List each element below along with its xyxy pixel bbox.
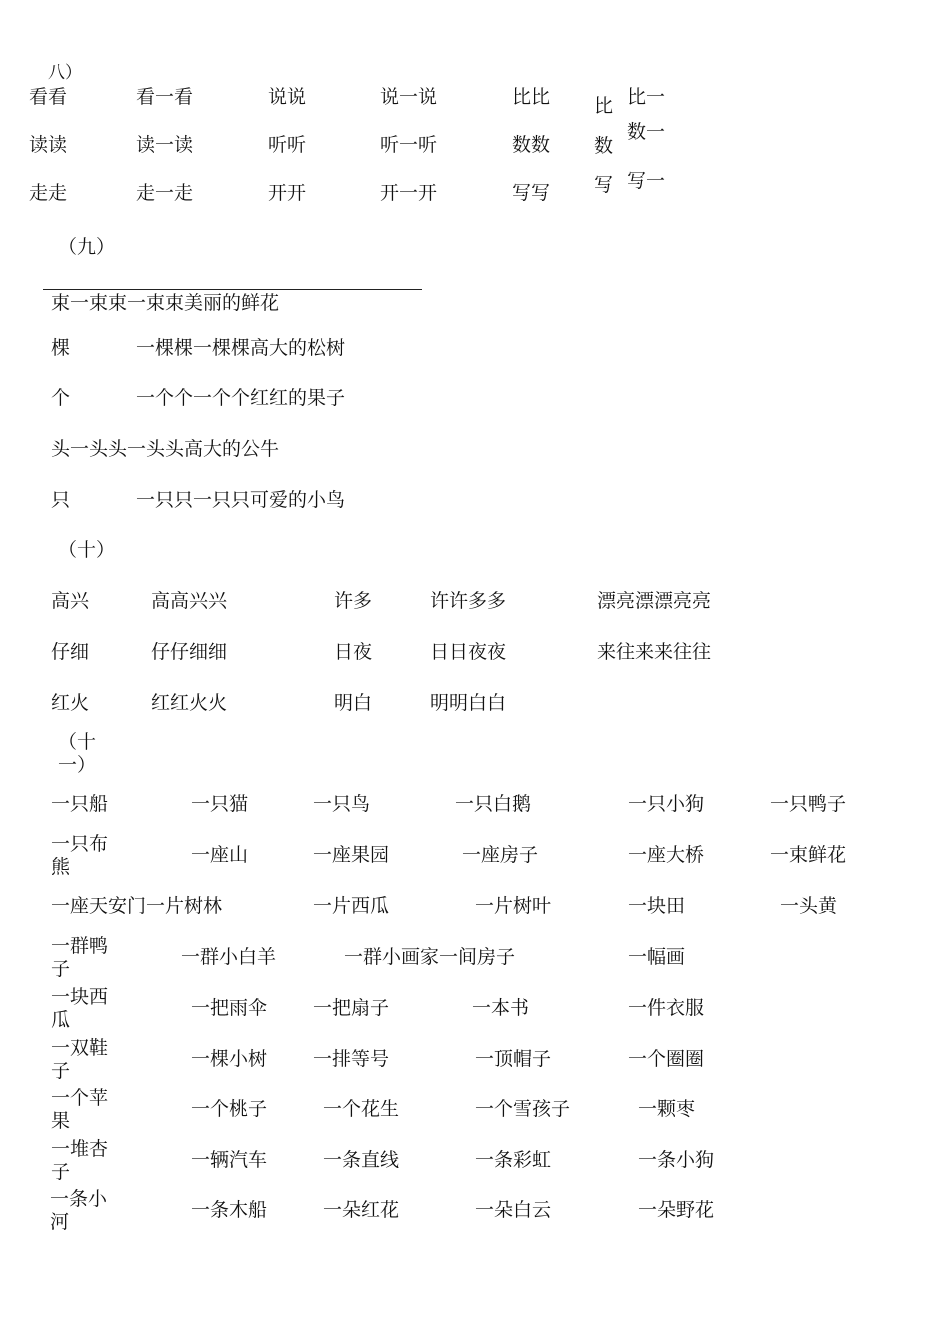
- word: 仔仔细细: [151, 641, 228, 663]
- measure-phrase: 一片西瓜: [313, 895, 390, 917]
- measure-phrase: 一群鸭子: [51, 935, 109, 980]
- measure-phrase: 一颗枣: [638, 1098, 696, 1120]
- measure-phrase: 一条直线: [323, 1149, 400, 1171]
- measure-phrase: 一只猫: [191, 793, 249, 815]
- clipped-vertical-column: [594, 95, 620, 202]
- word: 开开: [268, 182, 307, 204]
- phrase: 一个个一个个红红的果子: [136, 387, 346, 409]
- clipped-char: 数: [594, 134, 614, 157]
- section-9-header: （九）: [58, 236, 116, 258]
- measure-phrase: 一个苹果: [51, 1087, 109, 1132]
- measure-phrase: 一块田: [628, 895, 686, 917]
- section-11-header: （十一）: [58, 731, 97, 776]
- clipped-cell: [50, 1188, 130, 1233]
- word: 说一说: [380, 86, 438, 108]
- word: 许许多多: [430, 590, 507, 612]
- measure-phrase: 一条彩虹: [475, 1149, 552, 1171]
- word: 漂亮漂漂亮亮: [597, 590, 712, 612]
- measure-phrase: 一只小狗: [628, 793, 705, 815]
- clipped-char: 写: [594, 174, 614, 197]
- measure-phrase: 一个花生: [323, 1098, 400, 1120]
- word: 听听: [268, 134, 307, 156]
- word: 比比: [512, 86, 551, 108]
- word: 开一开: [380, 182, 438, 204]
- measure-word: 个: [51, 387, 71, 409]
- word: 看看: [29, 86, 68, 108]
- measure-phrase: 一辆汽车: [191, 1149, 268, 1171]
- measure-phrase: 一座果园: [313, 844, 390, 866]
- phrase: 一棵棵一棵棵高大的松树: [136, 337, 346, 359]
- measure-phrase: 一只鸭子: [770, 793, 847, 815]
- measure-phrase: 一幅画: [628, 946, 686, 968]
- word: 红火: [51, 692, 90, 714]
- measure-phrase: 一堆杏子: [51, 1138, 109, 1183]
- measure-phrase: 一双鞋子: [51, 1037, 109, 1082]
- word: 说说: [268, 86, 307, 108]
- word: 读一读: [136, 134, 194, 156]
- fill-in-underline: [43, 289, 422, 290]
- clipped-char: 比: [594, 95, 614, 117]
- measure-phrase: 一个桃子: [191, 1098, 268, 1120]
- measure-phrase: 一条小河: [50, 1188, 108, 1233]
- measure-phrase: 一只鸟: [313, 793, 371, 815]
- measure-word: 棵: [51, 337, 71, 359]
- measure-phrase: 一棵小树: [191, 1048, 268, 1070]
- measure-phrase: 一块西瓜: [51, 986, 109, 1031]
- word: 走走: [29, 182, 68, 204]
- word: 数数: [512, 134, 551, 156]
- word: 写写: [512, 182, 551, 204]
- section-8-header: 八）: [48, 63, 82, 83]
- word: 高兴: [51, 590, 90, 612]
- word: 数一: [627, 121, 666, 143]
- word: 日日夜夜: [430, 641, 507, 663]
- measure-phrase: 一件衣服: [628, 997, 705, 1019]
- measure-phrase: 一片树叶: [475, 895, 552, 917]
- word: 写一: [627, 170, 666, 192]
- measure-phrase: 一个雪孩子: [475, 1098, 571, 1120]
- measure-phrase: 一座大桥: [628, 844, 705, 866]
- measure-phrase: 一座天安门一片树林: [51, 895, 223, 917]
- measure-phrase: 一座山: [191, 844, 249, 866]
- phrase: 一只只一只只可爱的小鸟: [136, 489, 346, 511]
- word: 红红火火: [151, 692, 228, 714]
- word: 比一: [627, 86, 666, 108]
- measure-phrase: 一个圈圈: [628, 1048, 705, 1070]
- measure-phrase: 一只布熊: [51, 833, 109, 878]
- measure-phrase: 一条木船: [191, 1199, 268, 1221]
- measure-phrase: 一把扇子: [313, 997, 390, 1019]
- word: 明白: [334, 692, 373, 714]
- word: 听一听: [380, 134, 438, 156]
- measure-phrase: 一座房子: [462, 844, 539, 866]
- measure-phrase: 一把雨伞: [191, 997, 268, 1019]
- measure-phrase: 一顶帽子: [475, 1048, 552, 1070]
- word: 仔细: [51, 641, 90, 663]
- measure-phrase: 一束鲜花: [770, 844, 847, 866]
- measure-phrase: 一头黄: [780, 895, 838, 917]
- measure-phrase: 一群小画家一间房子: [344, 946, 516, 968]
- word: 高高兴兴: [151, 590, 228, 612]
- measure-phrase: 一只白鹅: [455, 793, 532, 815]
- word: 读读: [29, 134, 68, 156]
- measure-phrase: 一群小白羊: [181, 946, 277, 968]
- word: 走一走: [136, 182, 194, 204]
- phrase-line: 头一头头一头头高大的公牛: [51, 438, 280, 460]
- section-10-header: （十）: [58, 539, 116, 561]
- phrase-line: 束一束束一束束美丽的鲜花: [51, 292, 280, 314]
- measure-phrase: 一朵红花: [323, 1199, 400, 1221]
- word: 日夜: [334, 641, 373, 663]
- measure-phrase: 一朵野花: [638, 1199, 715, 1221]
- measure-phrase: 一只船: [51, 793, 109, 815]
- measure-phrase: 一排等号: [313, 1048, 390, 1070]
- word: 许多: [334, 590, 373, 612]
- word: 看一看: [136, 86, 194, 108]
- measure-word: 只: [51, 489, 71, 511]
- word: 来往来来往往: [597, 641, 712, 663]
- measure-phrase: 一朵白云: [475, 1199, 552, 1221]
- measure-phrase: 一本书: [472, 997, 530, 1019]
- word: 明明白白: [430, 692, 507, 714]
- measure-phrase: 一条小狗: [638, 1149, 715, 1171]
